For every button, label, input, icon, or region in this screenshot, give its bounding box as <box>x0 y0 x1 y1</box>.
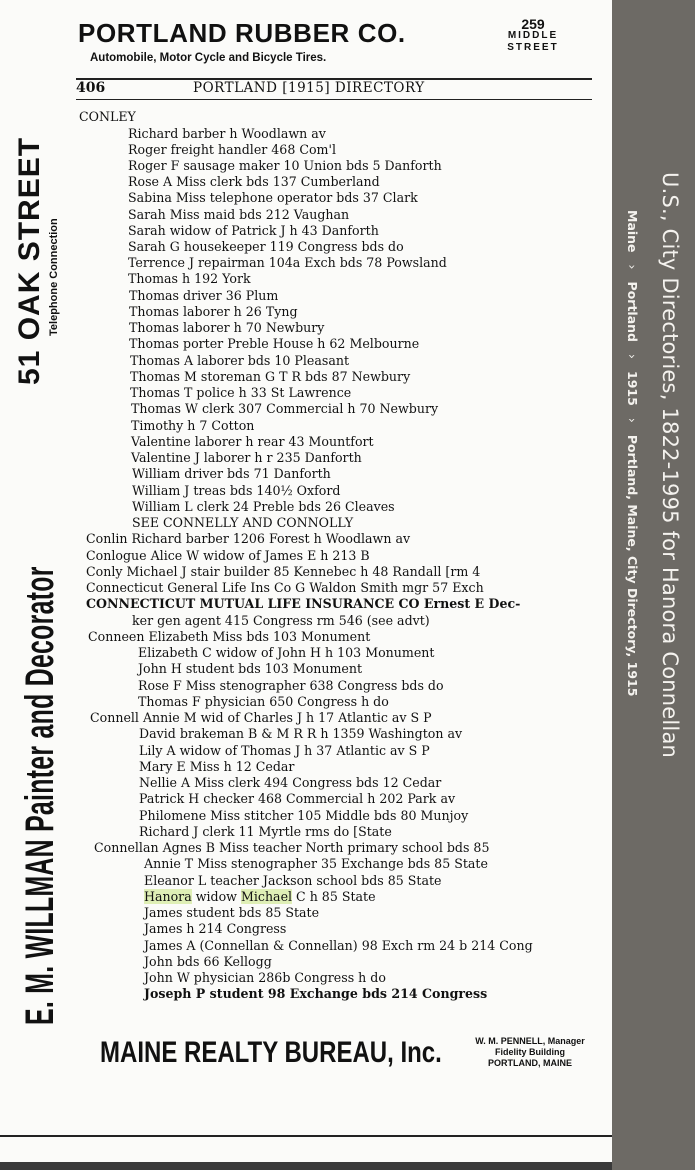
maine-realty-info <box>460 1036 600 1069</box>
list-item: Thomas F physician 650 Congress h do <box>138 694 389 709</box>
ad-address-street-2: STREET <box>507 42 559 53</box>
highlight-first-name: Hanora <box>144 889 192 904</box>
highlight-middle: widow <box>191 889 241 904</box>
list-item: James A (Connellan & Connellan) 98 Exch rm 24 b 214 Cong <box>144 938 533 953</box>
list-item: Sabina Miss telephone operator bds 37 Clark <box>128 190 418 205</box>
list-item: Conlogue Alice W widow of James E h 213 B <box>86 548 370 563</box>
list-item: Nellie A Miss clerk 494 Congress bds 12 Cedar <box>139 775 442 790</box>
oak-street-ad: 51 OAK STREET <box>13 136 46 385</box>
ad-address-street-1: MIDDLE <box>507 30 559 41</box>
highlight-second-name: Michael <box>240 889 293 904</box>
ad-company-name: PORTLAND RUBBER CO. <box>78 18 406 48</box>
list-item: Mary E Miss h 12 Cedar <box>139 759 295 774</box>
chevron-right-icon: › <box>625 264 640 270</box>
target-record-hanora <box>144 889 376 904</box>
portland-rubber-ad <box>78 14 578 76</box>
highlight-rest: C h 85 State <box>292 889 376 904</box>
telephone-connection: Telephone Connection <box>48 218 60 336</box>
list-item: Conneen Elizabeth Miss bds 103 Monument <box>88 629 371 644</box>
list-item: Connellan Agnes B Miss teacher North primary school bds 85 <box>94 840 490 855</box>
list-item: Thomas porter Preble House h 62 Melbourne <box>129 336 420 351</box>
list-item-bold: CONNECTICUT MUTUAL LIFE INSURANCE CO Ernest E Dec- <box>86 596 521 611</box>
maine-realty-ad: MAINE REALTY BUREAU, Inc. <box>100 1036 442 1069</box>
list-item: Philomene Miss stitcher 105 Middle bds 80 Munjoy <box>139 808 469 823</box>
breadcrumb-year[interactable]: 1915 <box>625 371 640 406</box>
list-item: Thomas T police h 33 St Lawrence <box>130 385 352 400</box>
breadcrumb-directory[interactable]: Portland, Maine, City Directory, 1915 <box>625 434 640 697</box>
list-item: James student bds 85 State <box>144 905 320 920</box>
list-item: Eleanor L teacher Jackson school bds 85 State <box>144 873 442 888</box>
list-item: David brakeman B & M R R h 1359 Washington av <box>139 726 463 741</box>
list-item: ker gen agent 415 Congress rm 546 (see advt) <box>132 613 430 628</box>
ad-address-number: 259 <box>521 16 545 32</box>
page-bottom-edge <box>0 1162 612 1170</box>
list-item: Valentine laborer h rear 43 Mountfort <box>131 434 374 449</box>
list-item: William J treas bds 140½ Oxford <box>132 483 341 498</box>
breadcrumb-city[interactable]: Portland <box>625 281 640 343</box>
list-item: Conly Michael J stair builder 85 Kennebec h 48 Randall [rm 4 <box>86 564 481 579</box>
list-item: Thomas laborer h 70 Newbury <box>129 320 325 335</box>
list-item: Roger freight handler 468 Com'l <box>128 142 336 157</box>
running-head: PORTLAND [1915] DIRECTORY <box>193 80 425 96</box>
list-item: Timothy h 7 Cotton <box>131 418 255 433</box>
list-item: Rose F Miss stenographer 638 Congress bds do <box>138 678 444 693</box>
list-item: Valentine J laborer h r 235 Danforth <box>131 450 362 465</box>
list-item: Terrence J repairman 104a Exch bds 78 Powsland <box>128 255 447 270</box>
list-item: Richard barber h Woodlawn av <box>128 126 326 141</box>
list-item: Thomas A laborer bds 10 Pleasant <box>130 353 350 368</box>
list-item: Elizabeth C widow of John H h 103 Monument <box>138 645 435 660</box>
page-bottom-rule <box>0 1135 612 1137</box>
page-number: 406 <box>76 80 106 96</box>
ad-company-address <box>488 18 578 54</box>
list-item: John bds 66 Kellogg <box>144 954 272 969</box>
list-item: Connecticut General Life Ins Co G Waldon Smith mgr 57 Exch <box>86 580 484 595</box>
surname-heading: CONLEY <box>79 109 136 124</box>
list-item: Thomas W clerk 307 Commercial h 70 Newbury <box>131 401 439 416</box>
list-item: Thomas driver 36 Plum <box>129 288 279 303</box>
willman-ad: E. M. WILLMAN Painter and Decorator <box>18 566 62 1025</box>
list-item: Sarah G housekeeper 119 Congress bds do <box>128 239 404 254</box>
ad-company-tagline: Automobile, Motor Cycle and Bicycle Tires. <box>90 52 327 64</box>
ad-building: Fidelity Building <box>495 1047 565 1057</box>
list-item: Thomas h 192 York <box>128 271 251 286</box>
list-item: William L clerk 24 Preble bds 26 Cleaves <box>132 499 395 514</box>
chevron-right-icon: › <box>625 417 640 423</box>
list-item: Richard J clerk 11 Myrtle rms do [State <box>139 824 392 839</box>
list-item: Annie T Miss stenographer 35 Exchange bds 85 State <box>144 856 488 871</box>
chevron-right-icon: › <box>625 354 640 360</box>
list-item: Conlin Richard barber 1206 Forest h Woodlawn av <box>86 531 411 546</box>
record-title: U.S., City Directories, 1822-1995 for Hanora Connellan <box>658 172 682 759</box>
see-also-reference: SEE CONNELLY AND CONNOLLY <box>132 515 354 530</box>
list-item: Rose A Miss clerk bds 137 Cumberland <box>128 174 380 189</box>
list-item: Thomas laborer h 26 Tyng <box>129 304 298 319</box>
ad-manager: W. M. PENNELL, Manager <box>475 1036 585 1046</box>
breadcrumb <box>625 210 640 696</box>
list-item: Sarah Miss maid bds 212 Vaughan <box>128 207 350 222</box>
ad-city: PORTLAND, MAINE <box>488 1058 572 1068</box>
list-item: Thomas M storeman G T R bds 87 Newbury <box>130 369 411 384</box>
list-item: Connell Annie M wid of Charles J h 17 Atlantic av S P <box>90 710 432 725</box>
list-item: Patrick H checker 468 Commercial h 202 Park av <box>139 791 456 806</box>
list-item: Lily A widow of Thomas J h 37 Atlantic av S P <box>139 743 430 758</box>
list-item: John H student bds 103 Monument <box>138 661 363 676</box>
list-item: Roger F sausage maker 10 Union bds 5 Danforth <box>128 158 442 173</box>
list-item: James h 214 Congress <box>144 921 287 936</box>
list-item: William driver bds 71 Danforth <box>132 466 331 481</box>
breadcrumb-state[interactable]: Maine <box>625 210 640 253</box>
list-item: John W physician 286b Congress h do <box>144 970 386 985</box>
list-item: Sarah widow of Patrick J h 43 Danforth <box>128 223 379 238</box>
header-divider-thin <box>76 99 592 100</box>
list-item: Joseph P student 98 Exchange bds 214 Congress <box>144 986 488 1001</box>
